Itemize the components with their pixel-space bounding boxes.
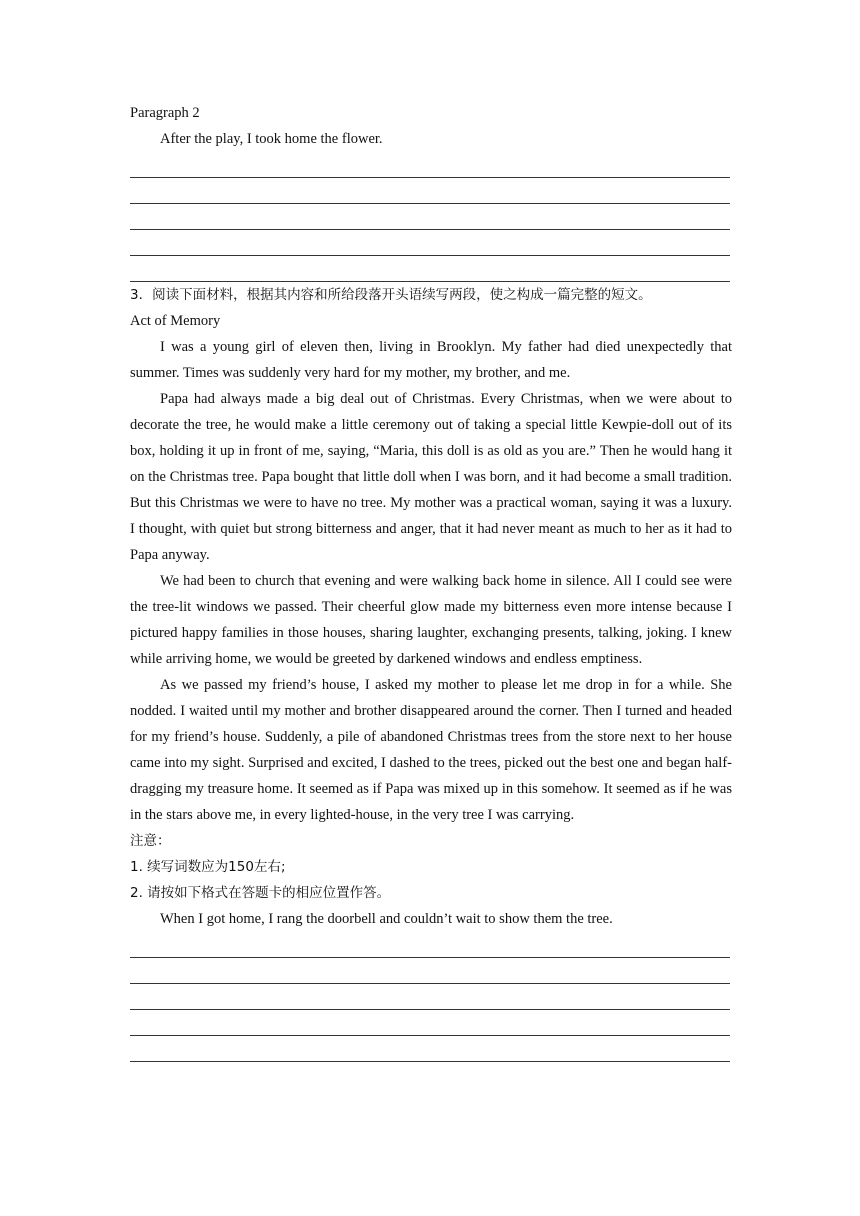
passage-paragraph-2: Papa had always made a big deal out of Christmas. Every Christmas, when we were about to decorate the tree, he would make a little ceremony out of taking a special little Kewpie-doll out of its box, holding it up in front of me, saying, “Maria, this doll is as old as you are.” Then he would hang it on the Christmas tree. Papa bought that little doll when I was born, and it had become a small tradition. But this Christmas we were to have no tree. My mother was a practical woman, saying it was a luxury. I thought, with quiet but strong bitterness and anger, that it had never meant as much to her as it had to Papa anyway.: [130, 391, 732, 563]
document-page: [130, 100, 732, 1062]
paragraph2-opening: After the play, I took home the flower.: [160, 131, 383, 147]
note-item-1: 1. 续写词数应为150左右;: [130, 859, 286, 875]
answer-line[interactable]: [130, 204, 730, 230]
passage-title: Act of Memory: [130, 313, 221, 329]
notes-heading: 注意：: [130, 833, 171, 849]
continuation-opening: When I got home, I rang the doorbell and couldn’t wait to show them the tree.: [160, 911, 613, 927]
passage-paragraph-1: I was a young girl of eleven then, living in Brooklyn. My father had died unexpectedly that summer. Times was suddenly very hard for my mother, my brother, and me.: [130, 339, 732, 381]
passage-paragraph-3: We had been to church that evening and were walking back home in silence. All I could see were the tree-lit windows we passed. Their cheerful glow made my bitterness even more intense because I pictured happy families in those houses, sharing laughter, exchanging presents, talking, joking. I knew while arriving home, we would be greeted by darkened windows and endless emptiness.: [130, 573, 732, 667]
question3-instruction: 3．阅读下面材料，根据其内容和所给段落开头语续写两段，使之构成一篇完整的短文。: [130, 287, 652, 303]
answer-line[interactable]: [130, 178, 730, 204]
answer-line[interactable]: [130, 230, 730, 256]
answer-line[interactable]: [130, 1036, 730, 1062]
answer-line[interactable]: [130, 958, 730, 984]
answer-line[interactable]: [130, 1010, 730, 1036]
answer-lines-1: [130, 152, 732, 282]
paragraph2-heading: Paragraph 2: [130, 105, 200, 121]
answer-line[interactable]: [130, 256, 730, 282]
note-item-2: 2. 请按如下格式在答题卡的相应位置作答。: [130, 885, 391, 901]
answer-line[interactable]: [130, 932, 730, 958]
passage-paragraph-4: As we passed my friend’s house, I asked my mother to please let me drop in for a while. She nodded. I waited until my mother and brother disappeared around the corner. Then I turned and headed for my friend’s house. Suddenly, a pile of abandoned Christmas trees from the store next to her house came into my sight. Surprised and excited, I dashed to the trees, picked out the best one and began half-dragging my treasure home. It seemed as if Papa was mixed up in this somehow. It seemed as if he was in the stars above me, in every lighted-house, in the very tree I was carrying.: [130, 677, 732, 823]
answer-line[interactable]: [130, 984, 730, 1010]
answer-lines-2: [130, 932, 732, 1062]
answer-line[interactable]: [130, 152, 730, 178]
